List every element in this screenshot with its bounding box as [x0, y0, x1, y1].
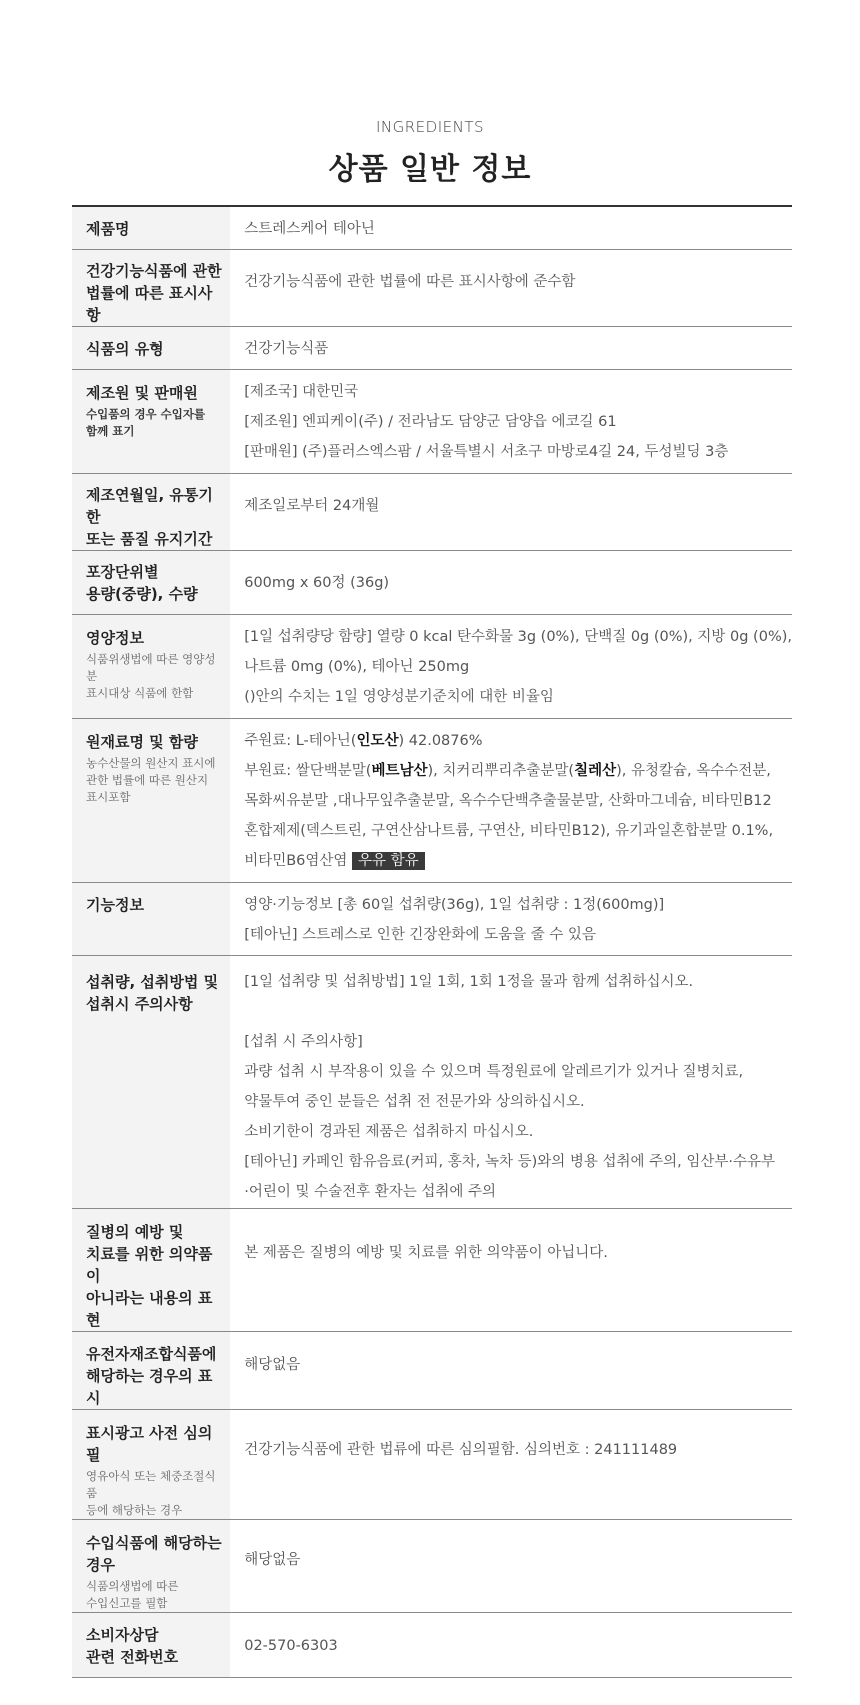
row-nutrition	[72, 614, 792, 718]
value-line: 과량 섭취 시 부작용이 있을 수 있으며 특정원료에 알레르기가 있거나 질병치료,	[244, 1063, 744, 1080]
value-text: 600mg x 60정 (36g)	[244, 574, 390, 591]
value-gmo	[230, 1331, 792, 1409]
label-product-name	[72, 206, 230, 249]
label-text: 질병의 예방 및	[86, 1222, 184, 1241]
value-line: [1일 섭취량 및 섭취방법] 1일 1회, 1회 1정을 물과 함께 섭취하십시오.	[244, 973, 694, 990]
label-text: 용량(중량), 수량	[86, 584, 198, 603]
row-ad-review	[72, 1409, 792, 1519]
label-text: 건강기능식품에 관한	[86, 261, 222, 280]
label-subtext: 표시포함	[86, 789, 131, 804]
label-subtext: 함께 표기	[86, 423, 135, 438]
value-import	[230, 1519, 792, 1612]
row-disease-notice	[72, 1208, 792, 1331]
label-text: 관련 전화번호	[86, 1647, 179, 1666]
value-line: 영양·기능정보 [총 60일 섭취량(36g), 1일 섭취량 : 1정(600mg)]	[244, 896, 665, 913]
row-law-labeling	[72, 249, 792, 326]
label-text: 아니라는 내용의 표현	[86, 1288, 213, 1329]
value-ad-review	[230, 1409, 792, 1519]
label-function	[72, 882, 230, 955]
label-subtext: 식품의생법에 따른	[86, 1578, 179, 1593]
text-span: ), 치커리뿌리추출분말(	[427, 762, 575, 779]
value-line	[244, 756, 792, 786]
label-package-volume	[72, 550, 230, 614]
label-text: 소비자상담	[86, 1625, 159, 1644]
value-law-labeling	[230, 249, 792, 326]
label-text: 표시광고 사전 심의필	[86, 1423, 213, 1464]
label-text: 포장단위별	[86, 562, 159, 581]
value-food-type	[230, 326, 792, 369]
value-line	[244, 726, 792, 756]
value-text: 본 제품은 질병의 예방 및 치료를 위한 의약품이 아닙니다.	[244, 1244, 608, 1261]
label-food-type	[72, 326, 230, 369]
product-info-table	[72, 205, 792, 1678]
value-line: [판매원] (주)플러스엑스팜 / 서울특별시 서초구 마방로4길 24, 두성빌딩 3층	[244, 443, 729, 460]
value-line: ·어린이 및 수술전후 환자는 섭취에 주의	[244, 1183, 496, 1200]
origin-highlight: 인도산	[356, 732, 399, 749]
value-nutrition	[230, 614, 792, 718]
value-line: 혼합제제(덱스트린, 구연산삼나트륨, 구연산, 비타민B12), 유기과일혼합분말 0.1%,	[244, 822, 774, 839]
row-product-name	[72, 206, 792, 249]
text-span: 주원료: L-테아닌(	[244, 732, 357, 749]
value-disease-notice	[230, 1208, 792, 1331]
row-import	[72, 1519, 792, 1612]
value-text: 건강기능식품	[244, 340, 329, 357]
value-text: 제조일로부터 24개월	[244, 497, 380, 514]
value-contact	[230, 1612, 792, 1677]
label-subtext: 식품위생법에 따른 영양성분	[86, 651, 216, 683]
label-gmo	[72, 1331, 230, 1409]
label-text: 또는 품질 유지기간	[86, 529, 213, 548]
label-subtext: 표시대상 식품에 한함	[86, 685, 194, 700]
value-text: 건강기능식품에 관한 법률에 따른 표시사항에 준수함	[244, 273, 576, 290]
row-intake	[72, 955, 792, 1208]
origin-highlight: 베트남산	[371, 762, 428, 779]
value-text: 건강기능식품에 관한 법류에 따른 심의필함. 심의번호 : 241111489	[244, 1441, 678, 1458]
value-line: [섭취 시 주의사항]	[244, 1033, 363, 1050]
label-intake	[72, 955, 230, 1208]
value-line	[244, 846, 792, 876]
value-intake	[230, 955, 792, 1208]
section-header	[0, 0, 860, 188]
value-line: 목화씨유분말 ,대나무잎추출분말, 옥수수단백추출물분말, 산화마그네슘, 비타민B12	[244, 792, 772, 809]
label-text: 기능정보	[86, 895, 144, 914]
label-text: 유전자재조합식품에	[86, 1344, 217, 1363]
label-text: 제품명	[86, 220, 130, 238]
row-manufacturer	[72, 369, 792, 473]
label-text: 법률에 따른 표시사항	[86, 283, 213, 324]
label-expiry	[72, 473, 230, 550]
label-subtext: 농수산물의 원산지 표시에	[86, 755, 216, 770]
label-ad-review	[72, 1409, 230, 1519]
text-span: 부원료: 쌀단백분말(	[244, 762, 372, 779]
value-text: 해당없음	[244, 1551, 301, 1568]
section-title: 상품 일반 정보	[328, 152, 532, 187]
text-span: ), 유청칼슘, 옥수수전분,	[616, 762, 771, 779]
label-ingredients	[72, 718, 230, 882]
row-package-volume	[72, 550, 792, 614]
value-manufacturer	[230, 369, 792, 473]
value-line: [테아닌] 스트레스로 인한 긴장완화에 도움을 줄 수 있음	[244, 926, 596, 943]
value-text: 해당없음	[244, 1356, 301, 1373]
label-text: 치료를 위한 의약품이	[86, 1244, 213, 1285]
value-ingredients	[230, 718, 792, 882]
text-span: ) 42.0876%	[398, 732, 483, 749]
row-ingredients	[72, 718, 792, 882]
origin-highlight: 칠레산	[574, 762, 617, 779]
label-text: 원재료명 및 함량	[86, 732, 198, 751]
value-line: [제조원] 엔피케이(주) / 전라남도 담양군 담양읍 에코길 61	[244, 413, 617, 430]
value-function	[230, 882, 792, 955]
row-expiry	[72, 473, 792, 550]
label-import	[72, 1519, 230, 1612]
label-disease-notice	[72, 1208, 230, 1331]
label-nutrition	[72, 614, 230, 718]
allergy-badge: 우유 함유	[352, 852, 425, 870]
label-text: 제조연월일, 유통기한	[86, 485, 213, 526]
value-expiry	[230, 473, 792, 550]
label-manufacturer	[72, 369, 230, 473]
spacer	[244, 997, 792, 1027]
value-package-volume	[230, 550, 792, 614]
label-subtext: 수입신고를 필함	[86, 1595, 168, 1610]
value-line: 약물투여 중인 분들은 섭취 전 전문가와 상의하십시오.	[244, 1093, 585, 1110]
label-subtext: 영유아식 또는 체중조절식품	[86, 1468, 216, 1500]
value-line: 나트륨 0mg (0%), 테아닌 250mg	[244, 658, 470, 675]
phone-number: 02-570-6303	[244, 1637, 338, 1654]
row-contact	[72, 1612, 792, 1677]
label-contact	[72, 1612, 230, 1677]
label-text: 수입식품에 해당하는 경우	[86, 1533, 222, 1574]
section-eyebrow: INGREDIENTS	[375, 118, 485, 136]
label-text: 섭취시 주의사항	[86, 994, 193, 1013]
label-text: 해당하는 경우의 표시	[86, 1366, 213, 1407]
value-line: 소비기한이 경과된 제품은 섭취하지 마십시오.	[244, 1123, 534, 1140]
value-line: [1일 섭취량당 함량] 열량 0 kcal 탄수화물 3g (0%), 단백질 0g (0%), 지방 0g (0%),	[244, 628, 792, 645]
label-law-labeling	[72, 249, 230, 326]
value-text: 스트레스케어 테아닌	[244, 221, 375, 237]
label-subtext: 관한 법률에 따른 원산지	[86, 772, 209, 787]
row-function	[72, 882, 792, 955]
value-product-name	[230, 206, 792, 249]
value-line: [제조국] 대한민국	[244, 383, 359, 400]
label-text: 영양정보	[86, 628, 144, 647]
label-text: 식품의 유형	[86, 339, 164, 358]
label-subtext: 수입품의 경우 수입자를	[86, 406, 206, 421]
row-gmo	[72, 1331, 792, 1409]
value-line: ()안의 수치는 1일 영양성분기준치에 대한 비율임	[244, 688, 554, 705]
text-span: 비타민B6염산염	[244, 852, 348, 869]
value-line: [테아닌] 카페인 함유음료(커피, 홍차, 녹차 등)와의 병용 섭취에 주의, 임산부·수유부	[244, 1153, 775, 1170]
label-text: 섭취량, 섭취방법 및	[86, 972, 219, 991]
label-subtext: 등에 해당하는 경우	[86, 1502, 183, 1517]
label-text: 제조원 및 판매원	[86, 383, 198, 402]
row-food-type	[72, 326, 792, 369]
